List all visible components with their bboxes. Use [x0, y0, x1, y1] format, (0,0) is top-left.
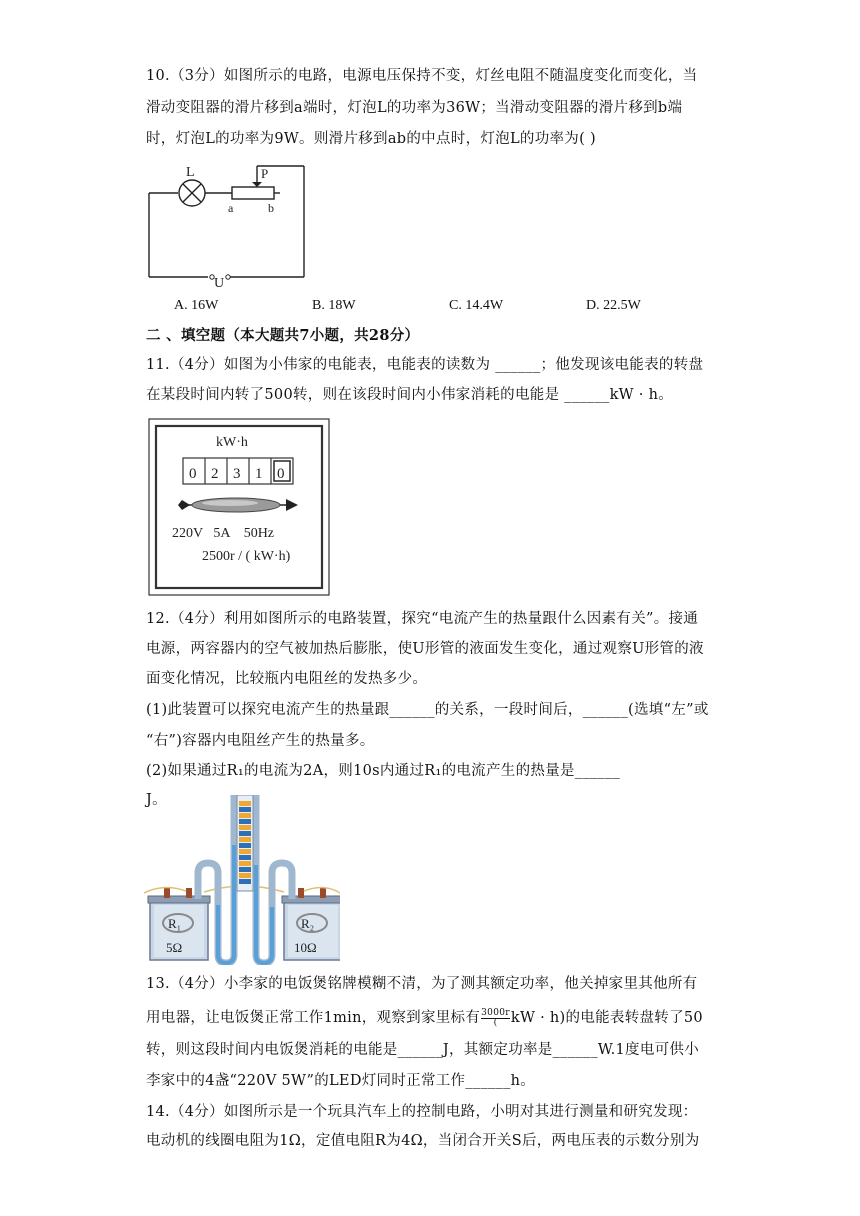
heating-experiment-figure: [144, 795, 340, 965]
meter-digit-2: 2: [211, 466, 219, 482]
r1-value: 5Ω: [166, 940, 183, 955]
q14-line-1: 14.（4分）如图所示是一个玩具汽车上的控制电路，小明对其进行测量和研究发现：: [146, 1104, 698, 1120]
meter-digit-1: 0: [189, 466, 197, 482]
meter-rate: 2500r / ( kW·h): [202, 549, 291, 564]
fraction-denominator: (: [493, 1017, 498, 1028]
end-a-label: a: [228, 201, 234, 215]
q10-line-3: 时，灯泡L的功率为9W。则滑片移到ab的中点时，灯泡L的功率为( ): [146, 131, 596, 147]
q13-line-3: 转，则这段时间内电饭煲消耗的电能是______J，其额定功率是______W.1度电可供小: [146, 1042, 700, 1058]
lamp-label: L: [186, 165, 195, 180]
slider-label: P: [261, 166, 269, 181]
electric-meter-figure: [148, 418, 332, 598]
q12-line-6: (2)如果通过R₁的电流为2A，则10s内通过R₁的电流产生的热量是______: [146, 763, 621, 779]
q11-line-1: 11.（4分）如图为小伟家的电能表，电能表的读数为 ______；他发现该电能表的转盘: [146, 357, 704, 373]
r2-value: 10Ω: [294, 940, 317, 955]
q12-line-5: “右”)容器内电阻丝产生的热量多。: [146, 733, 375, 749]
q10-circuit-diagram: [140, 156, 320, 296]
meter-specs: 220V 5A 50Hz: [172, 526, 275, 541]
q13-line-2-text: 用电器，让电饭煲正常工作1min，观察到家里标有: [146, 1010, 481, 1026]
fraction-numerator: 3000r: [481, 1007, 510, 1018]
q10-option-b: B. 18W: [312, 298, 356, 313]
q13-line-2: [146, 1008, 703, 1028]
q13-line-1: 13.（4分）小李家的电饭煲铭牌模糊不清，为了测其额定功率，他关掉家里其他所有: [146, 976, 698, 992]
meter-digit-4: 1: [255, 466, 263, 482]
q12-line-7: J。: [146, 792, 167, 808]
q13-line-2-end: 的电能表转盘转了50: [565, 1010, 703, 1026]
q10-option-a: A. 16W: [174, 298, 219, 313]
q14-line-2: 电动机的线圈电阻为1Ω，定值电阻R为4Ω，当闭合开关S后，两电压表的示数分别为: [146, 1133, 700, 1149]
fraction-tail: kW · h): [510, 1010, 566, 1026]
q11-line-2: 在某段时间内转了500转，则在该段时间内小伟家消耗的电能是 ______kW · h。: [146, 387, 674, 403]
q12-line-4: (1)此装置可以探究电流产生的热量跟______的关系，一段时间后，______(选填“左”或: [146, 702, 709, 718]
meter-unit: kW·h: [216, 435, 248, 450]
q10-line-2: 滑动变阻器的滑片移到a端时，灯泡L的功率为36W；当滑动变阻器的滑片移到b端: [146, 100, 683, 116]
q12-line-3: 面变化情况，比较瓶内电阻丝的发热多少。: [146, 671, 428, 687]
meter-digit-5: 0: [277, 466, 285, 482]
end-b-label: b: [268, 201, 274, 215]
voltage-label: U: [214, 276, 225, 291]
q10-option-d: D. 22.5W: [586, 298, 641, 313]
q10-option-c: C. 14.4W: [449, 298, 504, 313]
section-heading: 二 、填空题（本大题共7小题，共28分）: [146, 327, 420, 344]
q13-line-4: 李家中的4盏“220V 5W”的LED灯同时正常工作______h。: [146, 1073, 536, 1089]
r1-label: R₁: [168, 916, 182, 931]
meter-rate-fraction: [481, 1009, 510, 1028]
q10-line-1: 10.（3分）如图所示的电路，电源电压保持不变，灯丝电阻不随温度变化而变化，当: [146, 68, 698, 84]
meter-digit-3: 3: [233, 466, 241, 482]
r2-label: R₂: [301, 916, 315, 931]
q12-line-2: 电源，两容器内的空气被加热后膨胀，使U形管的液面发生变化，通过观察U形管的液: [146, 641, 704, 657]
q12-line-1: 12.（4分）利用如图所示的电路装置，探究“电流产生的热量跟什么因素有关”。接通: [146, 611, 699, 627]
